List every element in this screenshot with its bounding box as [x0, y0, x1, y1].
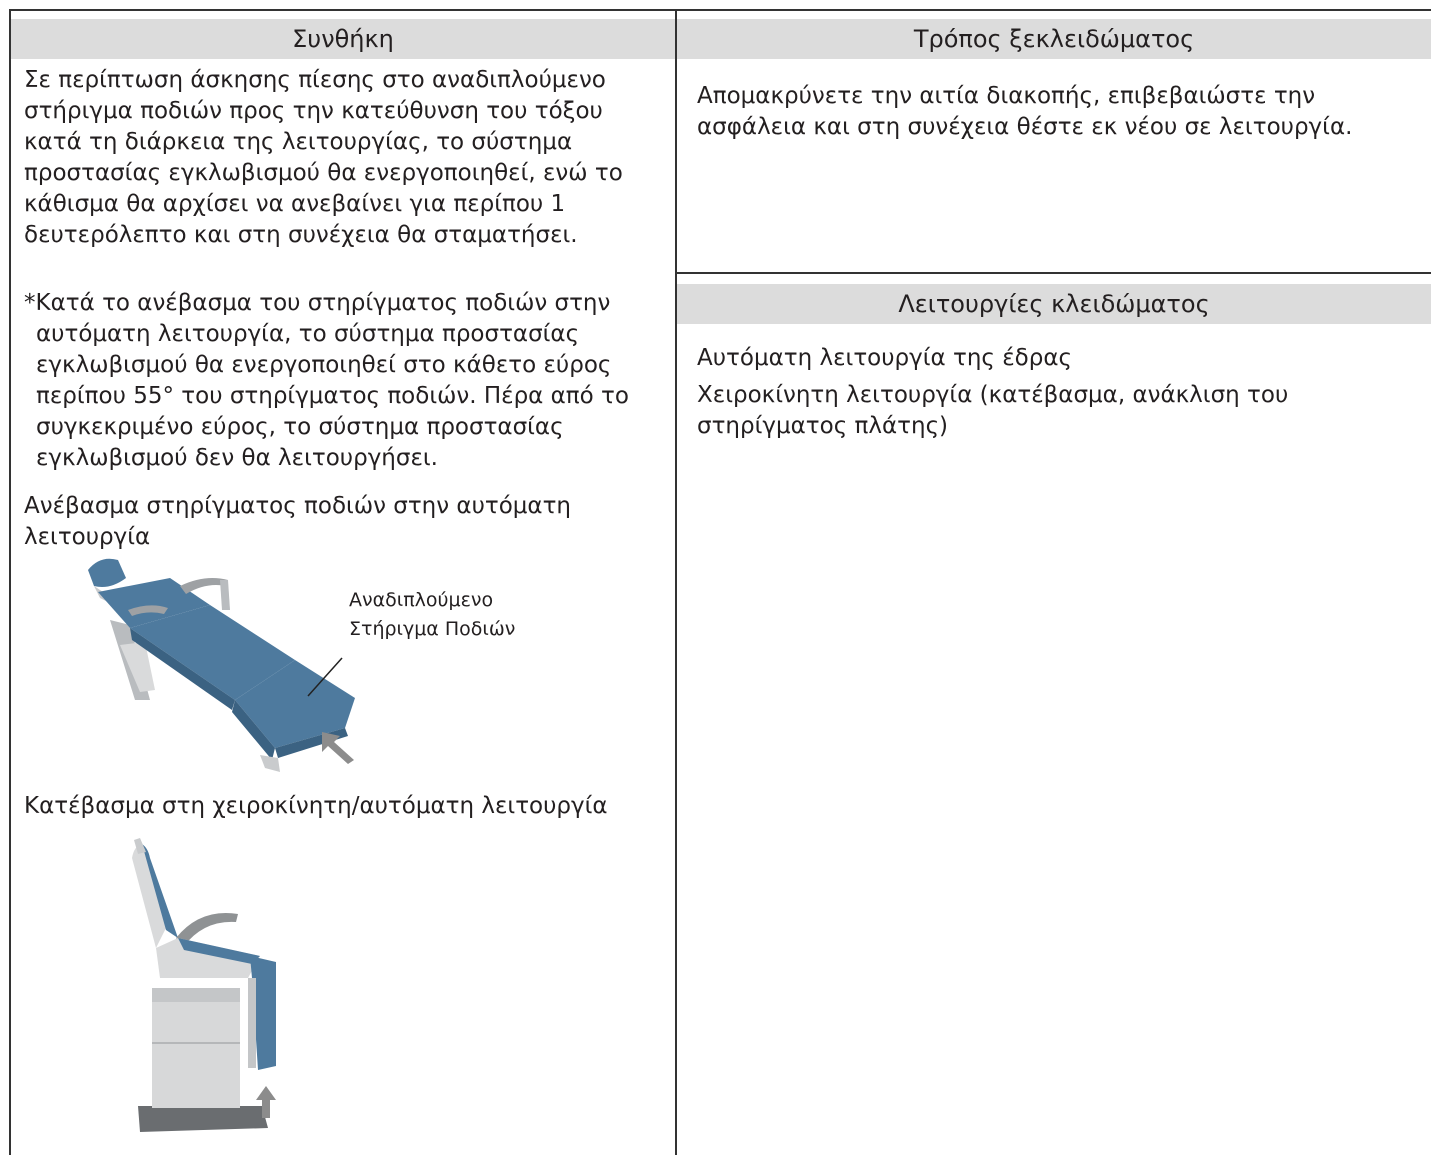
condition-note-rest: αυτόματη λειτουργία, το σύστημα προστασίας εγκλωβισμού θα ενεργοποιηθεί στο κάθετο εύρος περίπου 55° του στηρίγματος ποδιών. Πέρα από το συγκεκριμένο εύρος, το σύστημα προστασίας εγκλωβισμού δεν θα λειτουργήσει. — [36, 321, 629, 471]
table-left-border — [9, 9, 11, 1155]
figure-caption-lowering: Κατέβασμα στη χειροκίνητη/αυτόματη λειτουργία — [24, 793, 608, 819]
table-top-border — [9, 9, 1431, 11]
locked-function-1: Αυτόματη λειτουργία της έδρας — [697, 345, 1073, 371]
figure-caption-raising: Ανέβασμα στηρίγματος ποδιών στην αυτόματη λειτουργία — [24, 493, 572, 550]
header-locked-functions: Λειτουργίες κλειδώματος — [677, 284, 1431, 324]
upright-chair-figure — [120, 838, 290, 1138]
locked-function-2: Χειροκίνητη λειτουργία (κατέβασμα, ανάκλιση του στηρίγματος πλάτης) — [697, 382, 1289, 439]
release-method-text: Απομακρύνετε την αιτία διακοπής, επιβεβαιώστε την ασφάλεια και στη συνέχεια θέστε εκ νέου σε λειτουργία. — [697, 83, 1353, 140]
right-column-row-divider — [676, 272, 1431, 274]
condition-note — [24, 288, 664, 474]
condition-note-first-line: *Κατά το ανέβασμα του στηρίγματος ποδιών στην — [24, 290, 611, 316]
column-divider — [675, 9, 677, 1155]
figure-label-folding-leg-rest: Αναδιπλούμενο Στήριγμα Ποδιών — [349, 589, 516, 640]
header-release-method: Τρόπος ξεκλειδώματος — [677, 19, 1431, 59]
reclined-chair-figure — [60, 550, 400, 780]
condition-paragraph: Σε περίπτωση άσκησης πίεσης στο αναδιπλούμενο στήριγμα ποδιών προς την κατεύθυνση του τόξου κατά τη διάρκεια της λειτουργίας, το σύστημα προστασίας εγκλωβισμού θα ενεργοποιηθεί, ενώ το κάθισμα θα αρχίσει να ανεβαίνει για περίπου 1 δευτερόλεπτο και στη συνέχεια θα σταματήσει. — [24, 67, 623, 248]
header-condition: Συνθήκη — [11, 19, 675, 59]
